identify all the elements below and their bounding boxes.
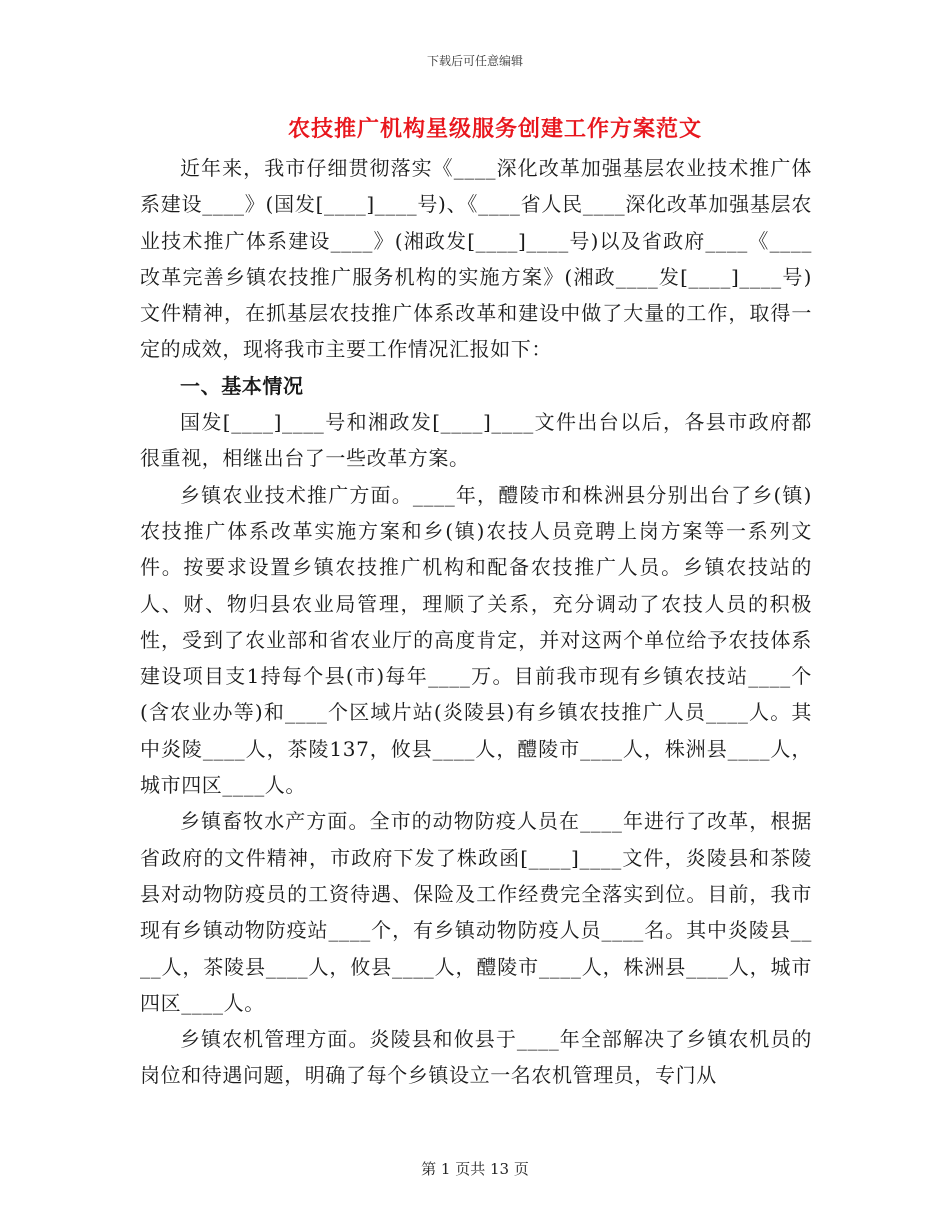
header-note: 下载后可任意编辑 [426, 54, 523, 68]
paragraph-agri-machinery: 乡镇农机管理方面。炎陵县和攸县于____年全部解决了乡镇农机员的岗位和待遇问题，明确了每个乡镇设立一名农机管理员，专门从 [140, 1027, 812, 1088]
section-heading-basic-situation: 一、基本情况 [180, 373, 304, 398]
document-body [140, 150, 812, 1094]
paragraph-livestock-aquatic: 乡镇畜牧水产方面。全市的动物防疫人员在____年进行了改革，根据省政府的文件精神，市政府下发了株政函[____]____文件，炎陵县和茶陵县对动物防疫员的工资待遇、保险及工作经费完全落实到位。目前，我市现有乡镇动物防疫站____个，有乡镇动物防疫人员____名。其中炎陵县____人，茶陵县____人，攸县____人，醴陵市____人，株洲县____人，城市四区____人。 [140, 809, 812, 1015]
paragraph-documents-issued: 国发[____]____号和湘政发[____]____文件出台以后，各县市政府都很重视，相继出台了一些改革方案。 [140, 410, 812, 471]
page-number: 第 1 页共 13 页 [421, 1160, 529, 1178]
document-title: 农技推广机构星级服务创建工作方案范文 [287, 116, 702, 142]
paragraph-intro: 近年来，我市仔细贯彻落实《____深化改革加强基层农业技术推广体系建设____》(国发[____]____号)、《____省人民____深化改革加强基层农业技术推广体系建设____》(湘政发[____]____号)以及省政府____《____改革完善乡镇农技推广服务机构的实施方案》(湘政____发[____]____号)文件精神，在抓基层农技推广体系改革和建设中做了大量的工作，取得一定的成效，现将我市主要工作情况汇报如下： [140, 156, 812, 362]
paragraph-agri-tech-extension: 乡镇农业技术推广方面。____年，醴陵市和株洲县分别出台了乡(镇)农技推广体系改革实施方案和乡(镇)农技人员竞聘上岗方案等一系列文件。按要求设置乡镇农技推广机构和配备农技推广人员。乡镇农技站的人、财、物归县农业局管理，理顺了关系，充分调动了农技人员的积极性，受到了农业部和省农业厅的高度肯定，并对这两个单位给予农技体系建设项目支1持每个县(市)每年____万。目前我市现有乡镇农技站____个(含农业办等)和____个区域片站(炎陵县)有乡镇农技推广人员____人。其中炎陵____人，茶陵137，攸县____人，醴陵市____人，株洲县____人，城市四区____人。 [140, 482, 812, 798]
